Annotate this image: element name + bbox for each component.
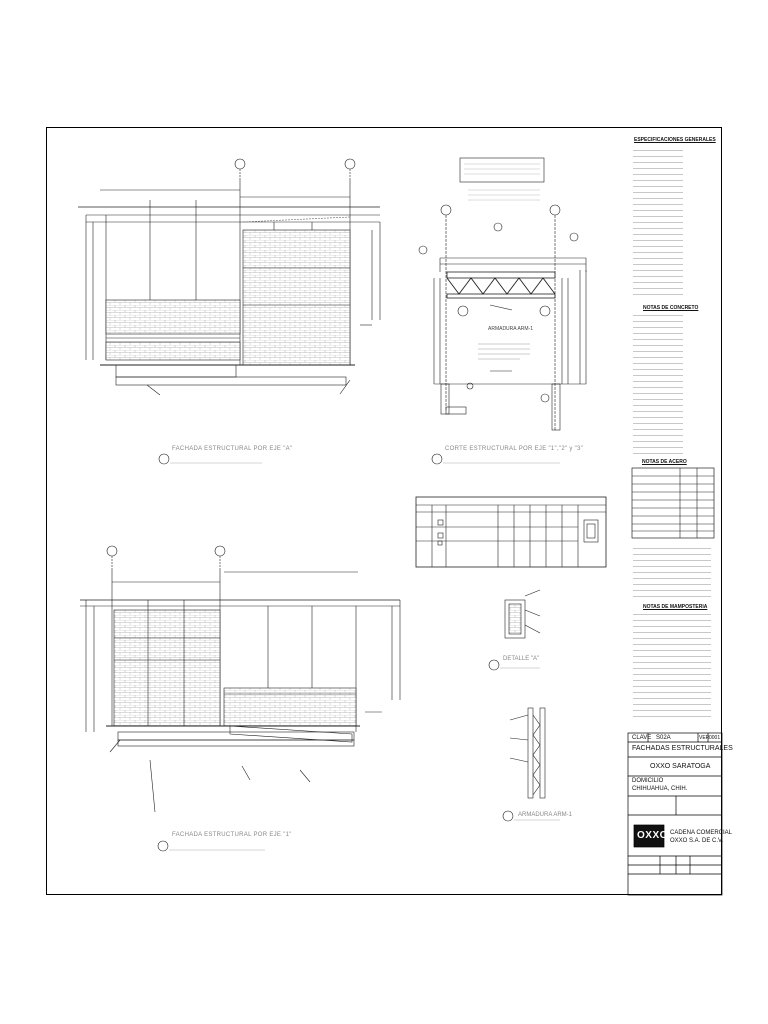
note-line	[633, 282, 683, 283]
note-line	[633, 168, 683, 169]
note-line	[633, 180, 683, 181]
acero-table	[632, 468, 714, 538]
note-line	[633, 375, 683, 376]
note-line	[633, 447, 683, 448]
note-line	[633, 351, 683, 352]
drawing-title: FACHADAS ESTRUCTURALES	[632, 745, 733, 752]
note-line	[633, 252, 683, 253]
note-line	[633, 339, 683, 340]
note-line	[633, 566, 711, 567]
note-line	[633, 198, 683, 199]
note-line	[633, 192, 683, 193]
corte-estructural	[419, 158, 586, 464]
note-line	[633, 228, 683, 229]
note-line	[633, 288, 683, 289]
title-block-frame	[628, 733, 722, 895]
note-line	[633, 674, 711, 675]
note-line	[633, 578, 711, 579]
mamposteria-title: NOTAS DE MAMPOSTERIA	[643, 604, 708, 610]
note-line	[633, 692, 711, 693]
note-line	[633, 369, 683, 370]
note-line	[633, 453, 683, 454]
view-title-fachada-b: FACHADA ESTRUCTURAL POR EJE "1"	[172, 832, 292, 838]
note-line	[633, 204, 683, 205]
note-line	[633, 590, 711, 591]
note-line	[633, 150, 683, 151]
project-name: OXXO SARATOGA	[650, 763, 711, 770]
note-line	[633, 258, 683, 259]
ver-label: VER	[699, 735, 710, 741]
note-line	[633, 638, 711, 639]
note-line	[633, 423, 683, 424]
note-line	[633, 345, 683, 346]
note-line	[633, 210, 683, 211]
note-line	[633, 662, 711, 663]
note-line	[633, 572, 711, 573]
view-title-detalle: DETALLE "A"	[503, 656, 540, 662]
note-line	[633, 626, 711, 627]
note-line	[633, 363, 683, 364]
note-line	[633, 435, 683, 436]
ver-value: 0001	[709, 735, 721, 741]
note-line	[633, 710, 711, 711]
elevation-eje-a	[78, 159, 380, 464]
note-line	[633, 315, 683, 316]
note-line	[633, 240, 683, 241]
note-line	[633, 644, 711, 645]
note-line	[633, 596, 711, 597]
note-line	[633, 174, 683, 175]
note-line	[633, 686, 711, 687]
note-line	[633, 393, 683, 394]
concreto-title: NOTAS DE CONCRETO	[643, 305, 699, 311]
domicilio-label: DOMICILIO	[632, 778, 664, 784]
note-line	[633, 560, 711, 561]
note-line	[633, 584, 711, 585]
note-line	[633, 399, 683, 400]
note-line	[633, 429, 683, 430]
view-title-armadura: ARMADURA ARM-1	[518, 812, 573, 818]
note-line	[633, 680, 711, 681]
note-line	[633, 441, 683, 442]
note-line	[633, 411, 683, 412]
note-line	[633, 704, 711, 705]
note-line	[633, 222, 683, 223]
note-line	[633, 405, 683, 406]
clave-value: S02A	[656, 735, 671, 741]
clave-label: CLAVE	[632, 735, 652, 741]
note-line	[633, 294, 683, 295]
note-line	[633, 632, 711, 633]
oxxo-logo: OXXO	[637, 830, 668, 841]
note-line	[633, 668, 711, 669]
note-line	[633, 276, 683, 277]
note-line	[633, 656, 711, 657]
note-line	[633, 246, 683, 247]
note-line	[633, 614, 711, 615]
view-title-fachada-a: FACHADA ESTRUCTURAL POR EJE "A"	[172, 446, 293, 452]
company-line-1: CADENA COMERCIAL	[670, 830, 733, 836]
elevation-eje-1	[80, 546, 400, 851]
note-line	[633, 327, 683, 328]
note-line	[633, 321, 683, 322]
company-line-2: OXXO S.A. DE C.V.	[670, 838, 724, 844]
domicilio-value: CHIHUAHUA, CHIH.	[632, 786, 688, 792]
note-line	[633, 620, 711, 621]
note-line	[633, 548, 711, 549]
note-line	[633, 650, 711, 651]
note-line	[633, 698, 711, 699]
note-line	[633, 417, 683, 418]
especificaciones-title: ESPECIFICACIONES GENERALES	[634, 137, 716, 143]
note-line	[633, 381, 683, 382]
note-line	[633, 387, 683, 388]
schedule-table	[416, 497, 606, 567]
view-title-corte: CORTE ESTRUCTURAL POR EJE "1","2" y "3"	[445, 446, 584, 452]
note-line	[633, 333, 683, 334]
note-line	[633, 162, 683, 163]
note-line	[633, 270, 683, 271]
note-line	[633, 234, 683, 235]
note-line	[633, 264, 683, 265]
note-line	[633, 156, 683, 157]
armadura-arm1	[503, 708, 560, 821]
note-line	[633, 216, 683, 217]
note-line	[633, 186, 683, 187]
label-armadura: ARMADURA ARM-1	[488, 326, 534, 332]
note-line	[633, 716, 711, 717]
acero-title: NOTAS DE ACERO	[642, 459, 687, 465]
note-line	[633, 554, 711, 555]
note-line	[633, 357, 683, 358]
